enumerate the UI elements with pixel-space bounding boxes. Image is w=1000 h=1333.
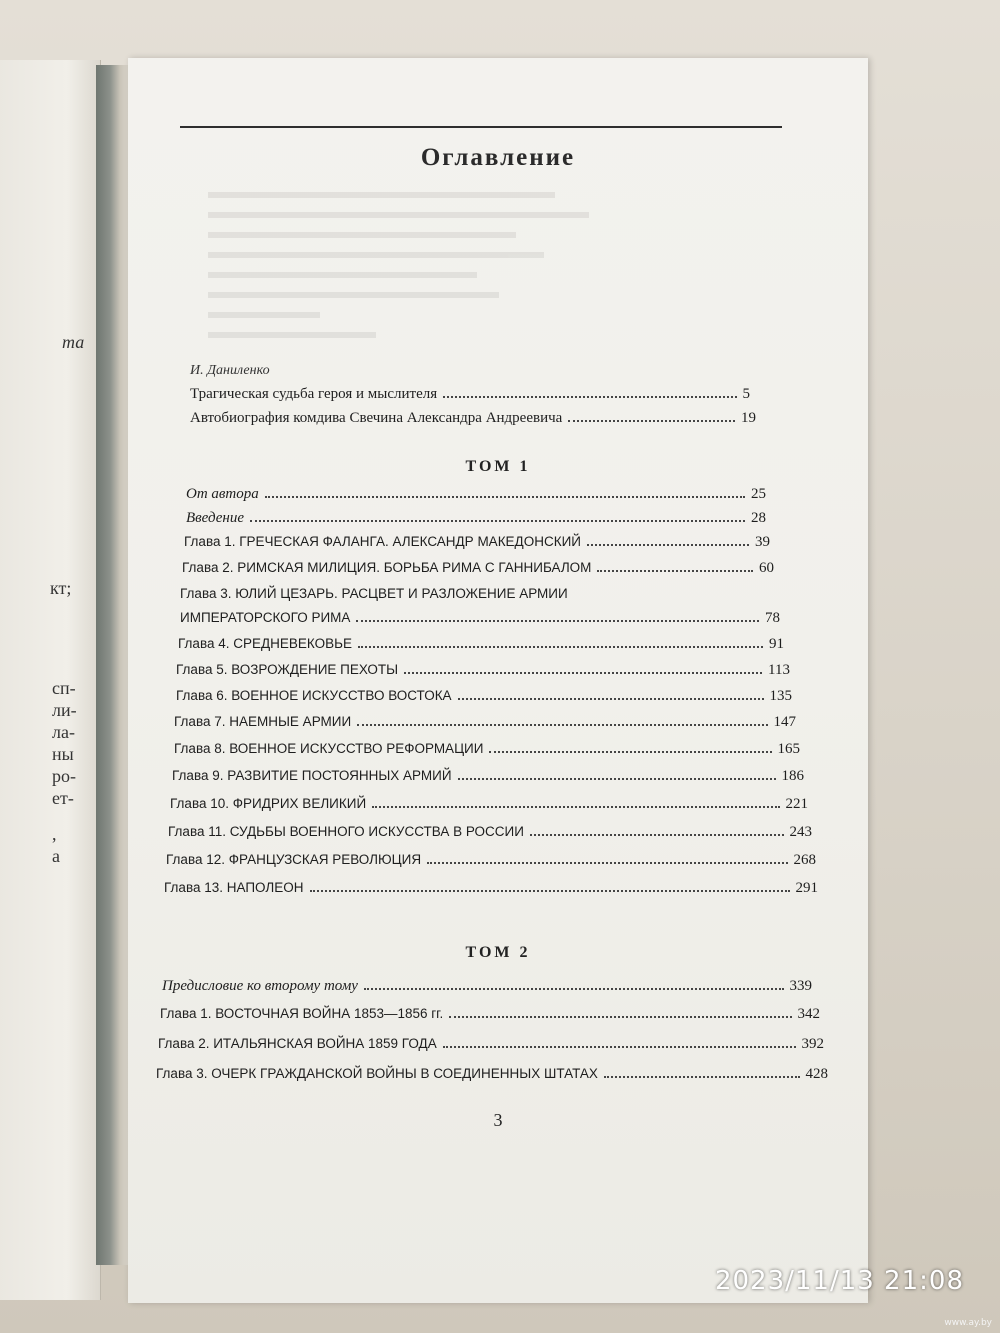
toc-entry	[182, 560, 774, 577]
intro-author: И. Даниленко	[190, 363, 270, 378]
toc-entry-page: 243	[789, 824, 812, 840]
toc-entry-page: 78	[765, 610, 780, 626]
toc-entry-page: 28	[751, 510, 766, 526]
toc-entry	[160, 1006, 820, 1023]
toc-entry	[190, 410, 756, 427]
leader-dots	[587, 544, 749, 546]
show-through-text	[208, 178, 768, 358]
toc-entry	[168, 824, 812, 841]
toc-entry-title: Введение	[186, 510, 244, 526]
left-page-fragment: ны	[52, 744, 74, 764]
toc-entry-title: Глава 7. НАЕМНЫЕ АРМИИ	[174, 714, 352, 729]
leader-dots	[372, 806, 779, 808]
toc-entry	[166, 852, 816, 869]
page-number: 3	[493, 1110, 503, 1130]
toc-entry-title-continued: ИМПЕРАТОРСКОГО РИМА	[180, 610, 351, 625]
left-page-fragment: ет-	[52, 788, 74, 808]
leader-dots	[310, 890, 790, 892]
toc-entry-title: От автора	[186, 486, 259, 502]
toc-entry-title: Трагическая судьба героя и мыслителя	[190, 386, 438, 402]
toc-entry-title: Глава 8. ВОЕННОЕ ИСКУССТВО РЕФОРМАЦИИ	[174, 741, 484, 756]
leader-dots	[356, 620, 759, 622]
leader-dots	[489, 751, 771, 753]
toc-entry-page: 342	[797, 1006, 820, 1022]
toc-entry-title: Глава 12. ФРАНЦУЗСКАЯ РЕВОЛЮЦИЯ	[166, 852, 422, 867]
toc-entry-title: Глава 10. ФРИДРИХ ВЕЛИКИЙ	[170, 796, 367, 811]
left-page-fragment: а	[52, 846, 60, 866]
left-page-fragment: ла-	[52, 722, 75, 742]
toc-entry-page: 186	[781, 768, 804, 784]
toc-entry-page: 165	[777, 741, 800, 757]
leader-dots	[427, 862, 787, 864]
toc-entry-page: 91	[769, 636, 784, 652]
toc-entry-title: Глава 11. СУДЬБЫ ВОЕННОГО ИСКУССТВА В РОССИИ	[168, 824, 524, 839]
toc-entry-title: Глава 9. РАЗВИТИЕ ПОСТОЯННЫХ АРМИЙ	[172, 768, 452, 783]
toc-entry-page: 25	[751, 486, 766, 502]
toc-entry-page: 5	[742, 386, 750, 402]
toc-entry-page: 135	[769, 688, 792, 704]
toc-entry	[174, 741, 800, 758]
left-page-fragment: та	[62, 332, 85, 352]
toc-entry	[156, 1066, 828, 1083]
toc-entry	[176, 662, 790, 679]
toc-entry-page: 339	[789, 978, 812, 994]
toc-entry-page: 113	[768, 662, 790, 678]
toc-entry	[164, 880, 818, 897]
leader-dots	[250, 520, 745, 522]
header-rule	[180, 126, 782, 128]
toc-entry	[178, 636, 784, 653]
page-title: Оглавление	[420, 144, 576, 171]
leader-dots	[597, 570, 753, 572]
toc-entry-page: 39	[755, 534, 770, 550]
toc-entry-page: 428	[805, 1066, 828, 1082]
left-page-fragment: кт;	[50, 578, 72, 598]
toc-entry-title: Глава 3. ЮЛИЙ ЦЕЗАРЬ. РАСЦВЕТ И РАЗЛОЖЕНИЕ АРМИИ	[180, 586, 568, 601]
photo-timestamp: 2023/11/13 21:08	[714, 1266, 964, 1296]
left-book-page	[0, 60, 101, 1300]
toc-entry-title: Глава 3. ОЧЕРК ГРАЖДАНСКОЙ ВОЙНЫ В СОЕДИНЕННЫХ ШТАТАХ	[156, 1066, 598, 1081]
toc-entry	[158, 1036, 824, 1053]
toc-entry	[174, 714, 796, 731]
toc-entry-page: 147	[773, 714, 796, 730]
toc-entry-page: 60	[759, 560, 774, 576]
toc-entry	[186, 510, 766, 527]
toc-entry-title: Глава 1. ГРЕЧЕСКАЯ ФАЛАНГА. АЛЕКСАНДР МАКЕДОНСКИЙ	[184, 534, 581, 549]
toc-entry-title: Автобиография комдива Свечина Александра Андреевича	[190, 410, 563, 426]
volume-heading: ТОМ 1	[465, 458, 531, 475]
left-page-fragment: сп-	[52, 678, 76, 698]
toc-entry	[170, 796, 808, 813]
leader-dots	[357, 724, 767, 726]
toc-entry-title: Глава 13. НАПОЛЕОН	[164, 880, 304, 895]
left-page-fragment: ро-	[52, 766, 76, 786]
toc-entry	[172, 768, 804, 785]
toc-entry-title: Глава 4. СРЕДНЕВЕКОВЬЕ	[178, 636, 352, 651]
leader-dots	[449, 1016, 791, 1018]
toc-entry-page: 19	[741, 410, 756, 426]
watermark: www.ay.by	[944, 1318, 992, 1328]
toc-entry-page: 268	[793, 852, 816, 868]
toc-entry-title: Глава 2. ИТАЛЬЯНСКАЯ ВОЙНА 1859 ГОДА	[158, 1036, 437, 1051]
leader-dots	[604, 1076, 800, 1078]
left-page-fragment: ,	[52, 824, 57, 844]
leader-dots	[443, 1046, 796, 1048]
toc-entry-page: 221	[785, 796, 808, 812]
toc-entry	[184, 534, 770, 551]
toc-entry-title: Глава 2. РИМСКАЯ МИЛИЦИЯ. БОРЬБА РИМА С ГАННИБАЛОМ	[182, 560, 592, 575]
toc-entry	[180, 610, 780, 627]
toc-entry-page: 392	[801, 1036, 824, 1052]
toc-entry	[176, 688, 792, 705]
left-page-fragment: ли-	[52, 700, 77, 720]
toc-entry	[162, 978, 812, 995]
toc-entry-title: Предисловие ко второму тому	[162, 978, 358, 994]
toc-entry-page: 291	[795, 880, 818, 896]
toc-entry	[180, 586, 720, 601]
toc-entry-title: Глава 1. ВОСТОЧНАЯ ВОЙНА 1853—1856 гг.	[160, 1006, 444, 1021]
leader-dots	[443, 396, 736, 398]
leader-dots	[265, 496, 745, 498]
leader-dots	[458, 698, 764, 700]
leader-dots	[568, 420, 735, 422]
toc-entry-title: Глава 6. ВОЕННОЕ ИСКУССТВО ВОСТОКА	[176, 688, 452, 703]
leader-dots	[404, 672, 762, 674]
book-page	[128, 58, 868, 1303]
leader-dots	[458, 778, 776, 780]
leader-dots	[364, 988, 784, 990]
toc-entry-title: Глава 5. ВОЗРОЖДЕНИЕ ПЕХОТЫ	[176, 662, 399, 677]
volume-heading: ТОМ 2	[465, 944, 531, 961]
leader-dots	[530, 834, 784, 836]
toc-entry	[186, 486, 766, 503]
toc-entry	[190, 386, 750, 403]
leader-dots	[358, 646, 763, 648]
